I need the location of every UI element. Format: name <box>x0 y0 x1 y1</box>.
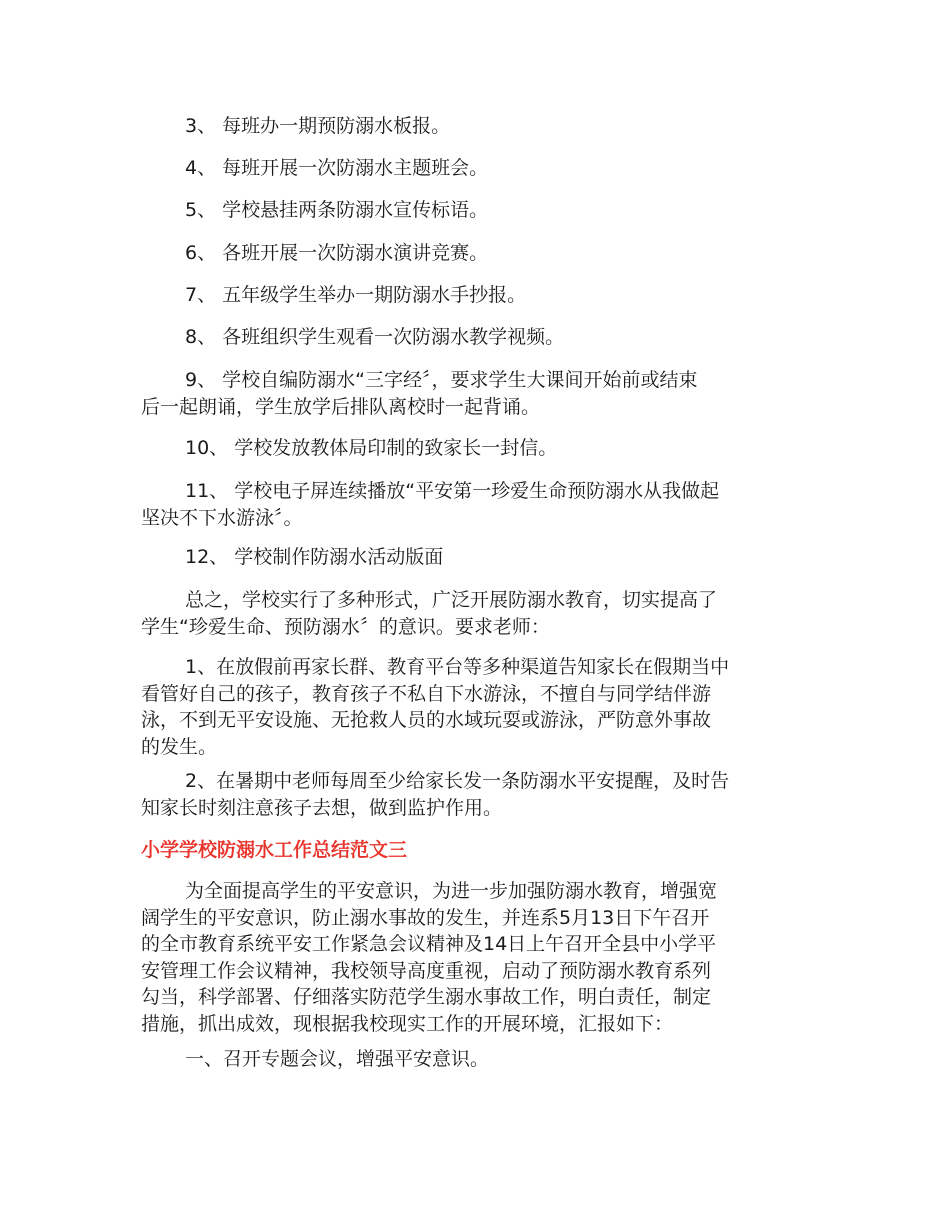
list-text: 每班开展一次防溺水主题班会。 <box>222 157 489 179</box>
requirement-2-paragraph: 2、在暑期中老师每周至少给家长发一条防溺水平安提醒，及时告 知家长时刻注意孩子去想，做到监护作用。 <box>141 770 730 819</box>
list-text: 各班组织学生观看一次防溺水教学视频。 <box>222 326 565 348</box>
list-number: 9、 <box>185 369 217 391</box>
point-1-heading: 一、召开专题会议，增强平安意识。 <box>185 1048 490 1070</box>
list-item <box>141 113 813 140</box>
list-number: 10、 <box>185 437 229 459</box>
list-item <box>141 435 813 462</box>
list-text: 学校悬挂两条防溺水宣传标语。 <box>222 199 489 221</box>
list-text: 学校自编防溺水“三字经〞，要求学生大课间开始前或结束 <box>222 369 698 391</box>
list-number: 11、 <box>185 480 229 502</box>
list-number: 3、 <box>185 115 217 137</box>
list-number: 6、 <box>185 242 217 264</box>
list-text-continued: 后一起朗诵，学生放学后排队离校时一起背诵。 <box>141 395 541 418</box>
list-number: 8、 <box>185 326 217 348</box>
intro-paragraph: 为全面提高学生的平安意识，为进一步加强防溺水教育，增强宽 阔学生的平安意识，防止溺水事故的发生，并连系5月13日下午召开 的全市教育系统平安工作紧急会议精神及14日上午召开全县中小学平 安管理工作会议精神，我校领导高度重视，启动了预防溺水教育系列 勾当，科学部署、仔细落实防范学生溺水事故工作，明白责任，制定 措施，抓出成效，现根据我校现实工作的开展环境，汇报如下： <box>141 880 718 1035</box>
summary-paragraph: 总之，学校实行了多种形式，广泛开展防溺水教育，切实提高了 学生“珍爱生命、预防溺水〞的意识。要求老师： <box>141 589 718 638</box>
list-item <box>141 197 813 224</box>
list-text: 学校制作防溺水活动版面 <box>234 546 444 568</box>
list-text: 学校电子屏连续播放“平安第一珍爱生命预防溺水从我做起 <box>234 480 720 502</box>
list-text: 五年级学生举办一期防溺水手抄报。 <box>222 284 527 306</box>
list-number: 7、 <box>185 284 217 306</box>
list-text: 每班办一期预防溺水板报。 <box>222 115 451 137</box>
list-item <box>141 478 813 531</box>
list-number: 12、 <box>185 546 229 568</box>
requirement-1-paragraph: 1、在放假前再家长群、教育平台等多种渠道告知家长在假期当中 看管好自己的孩子，教育孩子不私自下水游泳，不擅自与同学结伴游 泳，不到无平安设施、无抢救人员的水域玩耍或游泳，严防意外事故 的发生。 <box>141 656 730 758</box>
list-text: 学校发放教体局印制的致家长一封信。 <box>234 437 558 459</box>
list-number: 5、 <box>185 199 217 221</box>
list-item <box>141 282 813 309</box>
list-item <box>141 324 813 351</box>
list-item <box>141 155 813 182</box>
list-item <box>141 367 813 420</box>
list-number: 4、 <box>185 157 217 179</box>
list-text-continued: 坚决不下水游泳〞。 <box>141 506 303 529</box>
list-item <box>141 240 813 267</box>
section-title: 小学学校防溺水工作总结范文三 <box>141 839 408 861</box>
list-text: 各班开展一次防溺水演讲竞赛。 <box>222 242 489 264</box>
list-item <box>141 544 813 571</box>
